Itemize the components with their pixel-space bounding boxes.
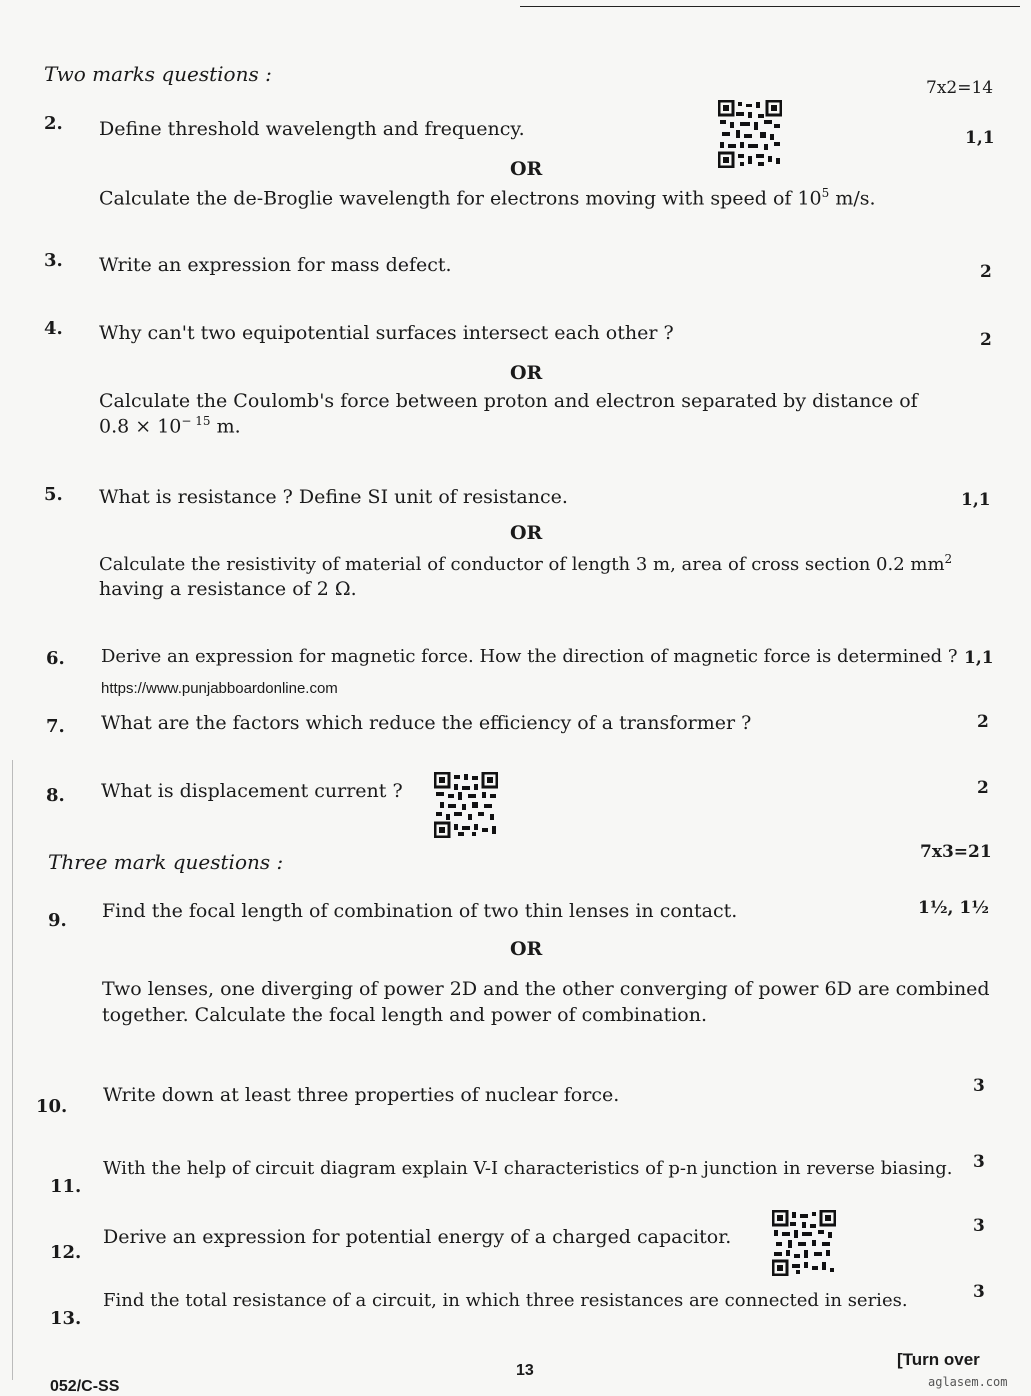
question-marks: 2 [977,712,989,732]
or-label: OR [510,522,543,544]
question-text: Derive an expression for magnetic force. How the direction of magnetic force is determined ? [101,646,958,667]
question-alt-text: together. Calculate the focal length and power of combination. [102,1004,707,1026]
question-number: 6. [46,648,65,669]
question-marks: 3 [973,1282,985,1302]
qr-code-icon [434,772,498,838]
section-total-three-marks: 7x3=21 [920,842,992,862]
question-number: 9. [48,910,67,931]
question-alt-text: $0.8 \times 10^{- 15}$ m. [99,414,241,438]
question-marks: 2 [977,778,989,798]
scan-edge [12,760,13,1380]
turn-over-label: [Turn over [897,1350,980,1369]
website-url[interactable]: https://www.punjabboardonline.com [101,680,338,697]
question-number: 10. [36,1096,68,1117]
top-rule [520,6,1020,7]
question-text: Define threshold wavelength and frequency. [99,118,525,140]
section-title-two-marks: Two marks questions : [44,62,272,86]
question-number: 3. [44,250,63,271]
section-total-two-marks: 7x2=14 [926,78,994,98]
question-number: 8. [46,785,65,806]
question-text: What are the factors which reduce the efficiency of a transformer ? [101,712,752,734]
section-title-three-marks: Three mark questions : [48,850,284,874]
question-text: Write an expression for mass defect. [99,254,452,276]
question-number: 2. [44,113,63,134]
question-alt-text: having a resistance of 2 Ω. [99,578,357,600]
watermark: aglasem.com [928,1375,1008,1389]
paper-code: 052/C-SS [50,1378,120,1395]
or-label: OR [510,362,543,384]
question-alt-text: Calculate the Coulomb's force between proton and electron separated by distance of [99,390,918,412]
question-text: What is displacement current ? [101,780,403,802]
question-text: Write down at least three properties of nuclear force. [103,1084,620,1106]
question-marks: 3 [973,1152,985,1172]
qr-code-icon [718,100,782,168]
question-text: Why can't two equipotential surfaces intersect each other ? [99,322,674,344]
question-marks: 2 [980,262,992,282]
question-number: 7. [46,716,65,737]
question-text: Derive an expression for potential energy of a charged capacitor. [103,1226,732,1248]
question-number: 13. [50,1308,82,1329]
question-marks: 2 [980,330,992,350]
question-marks: 1½, 1½ [918,898,989,918]
or-label: OR [510,158,543,180]
question-number: 5. [44,484,63,505]
page-number: 13 [516,1362,534,1379]
or-label: OR [510,938,543,960]
question-text: Find the focal length of combination of two thin lenses in contact. [102,900,738,922]
question-marks: 3 [973,1216,985,1236]
question-alt-text: Two lenses, one diverging of power 2D and the other converging of power 6D are combined [102,978,990,1000]
question-alt-text: Calculate the de-Broglie wavelength for electrons moving with speed of $10^5$ m/s. [99,186,876,210]
question-text: What is resistance ? Define SI unit of resistance. [99,486,568,508]
question-text: Find the total resistance of a circuit, in which three resistances are connected in series. [103,1290,908,1311]
question-marks: 1,1 [964,648,994,668]
question-number: 11. [50,1176,82,1197]
question-alt-text: Calculate the resistivity of material of conductor of length 3 m, area of cross section 0.2 $mm^2$ [99,552,953,575]
question-number: 12. [50,1242,82,1263]
question-marks: 3 [973,1076,985,1096]
question-text: With the help of circuit diagram explain V-I characteristics of p-n junction in reverse biasing. [103,1158,953,1179]
question-marks: 1,1 [965,128,995,148]
question-marks: 1,1 [961,490,991,510]
qr-code-icon [772,1210,836,1276]
question-number: 4. [44,318,63,339]
